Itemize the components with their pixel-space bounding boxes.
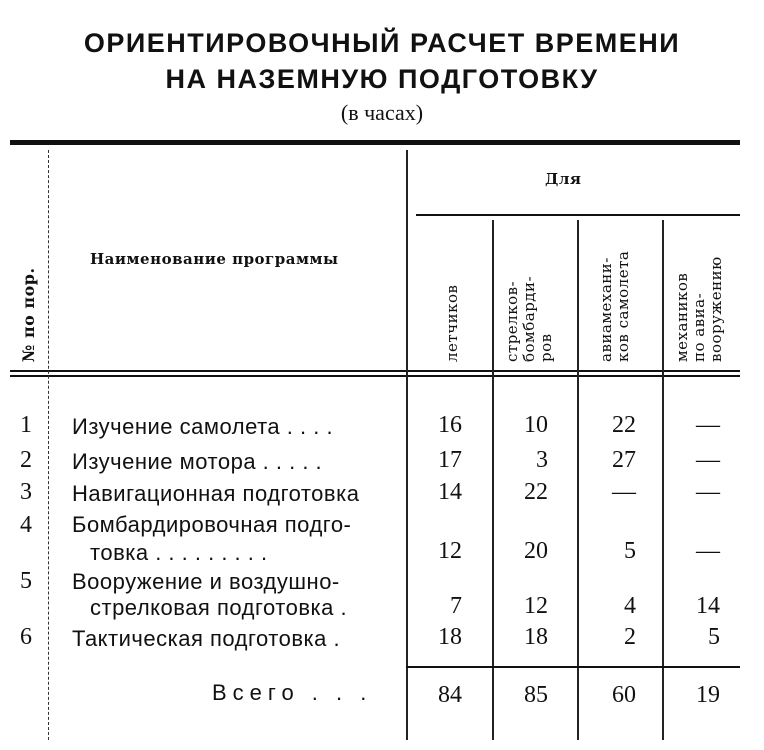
cell-pilots: 17 [438, 447, 462, 473]
cell-armament-mechanics: 5 [708, 624, 720, 650]
row-name: Изучение мотора . . . . . [72, 449, 323, 474]
header-col1 [444, 285, 461, 362]
row-name: Бомбардировочная подго- [72, 512, 352, 537]
cell-pilots: 16 [438, 412, 462, 438]
row-number: 2 [20, 447, 32, 473]
cell-aircraft-mechanics: 2 [624, 624, 636, 650]
header-col3-line: ков самолета [614, 250, 632, 362]
cell-gunners: 18 [524, 624, 548, 650]
cell-gunners: 12 [524, 593, 548, 619]
row-name-continued: товка . . . . . . . . . [90, 540, 268, 565]
header-col2 [504, 276, 555, 362]
header-for-rule [416, 214, 740, 216]
row-number: 3 [20, 479, 32, 505]
table-top-rule [10, 140, 740, 145]
cell-pilots: 14 [438, 479, 462, 505]
row-number: 1 [20, 412, 32, 438]
cell-aircraft-mechanics: 5 [624, 538, 636, 564]
page-title-line-1: ОРИЕНТИРОВОЧНЫЙ РАСЧЕТ ВРЕМЕНИ [83, 28, 681, 58]
header-bottom-rule-1 [10, 370, 740, 372]
col3-divider [662, 220, 664, 740]
cell-aircraft-mechanics: — [612, 479, 636, 505]
header-col2-line: ров [537, 333, 555, 362]
cell-gunners: 10 [524, 412, 548, 438]
cell-aircraft-mechanics: 4 [624, 593, 636, 619]
header-col1-line: летчиков [443, 284, 461, 362]
row-name-continued: стрелковая подготовка . [90, 595, 348, 620]
page-title-line-2: НА НАЗЕМНУЮ ПОДГОТОВКУ [165, 64, 599, 94]
header-num: № по пор. [19, 267, 38, 362]
row-number: 4 [20, 512, 32, 538]
header-bottom-rule-2 [10, 375, 740, 377]
num-column-divider [48, 150, 49, 740]
total-label: Всего . . . [212, 680, 373, 705]
col2-divider [577, 220, 579, 740]
row-name: Изучение самолета . . . . [72, 414, 334, 439]
row-number: 5 [20, 568, 32, 594]
header-col4-line: механиков [673, 272, 691, 362]
cell-armament-mechanics: — [696, 479, 720, 505]
header-name: Наименование программы [90, 250, 339, 268]
header-col2-line: бомбарди- [520, 275, 538, 362]
row-name: Тактическая подготовка . [72, 626, 341, 651]
total-armament-mechanics: 19 [696, 682, 720, 708]
cell-pilots: 18 [438, 624, 462, 650]
row-number: 6 [20, 624, 32, 650]
header-col2-line: стрелков- [503, 280, 521, 362]
cell-pilots: 7 [450, 593, 462, 619]
cell-aircraft-mechanics: 27 [612, 447, 636, 473]
header-col3-line: авиамехани- [597, 257, 615, 362]
row-name: Навигационная подготовка [72, 481, 360, 506]
header-col3 [598, 251, 632, 362]
cell-armament-mechanics: — [696, 538, 720, 564]
cell-armament-mechanics: 14 [696, 593, 720, 619]
total-pilots: 84 [438, 682, 462, 708]
cell-pilots: 12 [438, 538, 462, 564]
total-rule [406, 666, 740, 668]
header-col4 [674, 256, 725, 362]
cell-gunners: 3 [536, 447, 548, 473]
cell-gunners: 22 [524, 479, 548, 505]
total-gunners: 85 [524, 682, 548, 708]
cell-armament-mechanics: — [696, 412, 720, 438]
header-col4-line: по авиа- [690, 292, 708, 362]
header-col4-line: вооружению [707, 256, 725, 362]
total-aircraft-mechanics: 60 [612, 682, 636, 708]
cell-gunners: 20 [524, 538, 548, 564]
name-column-divider [406, 150, 408, 740]
page-subtitle: (в часах) [340, 100, 424, 125]
cell-armament-mechanics: — [696, 447, 720, 473]
cell-aircraft-mechanics: 22 [612, 412, 636, 438]
header-for: Для [545, 170, 582, 188]
col1-divider [492, 220, 494, 740]
row-name: Вооружение и воздушно- [72, 569, 340, 594]
